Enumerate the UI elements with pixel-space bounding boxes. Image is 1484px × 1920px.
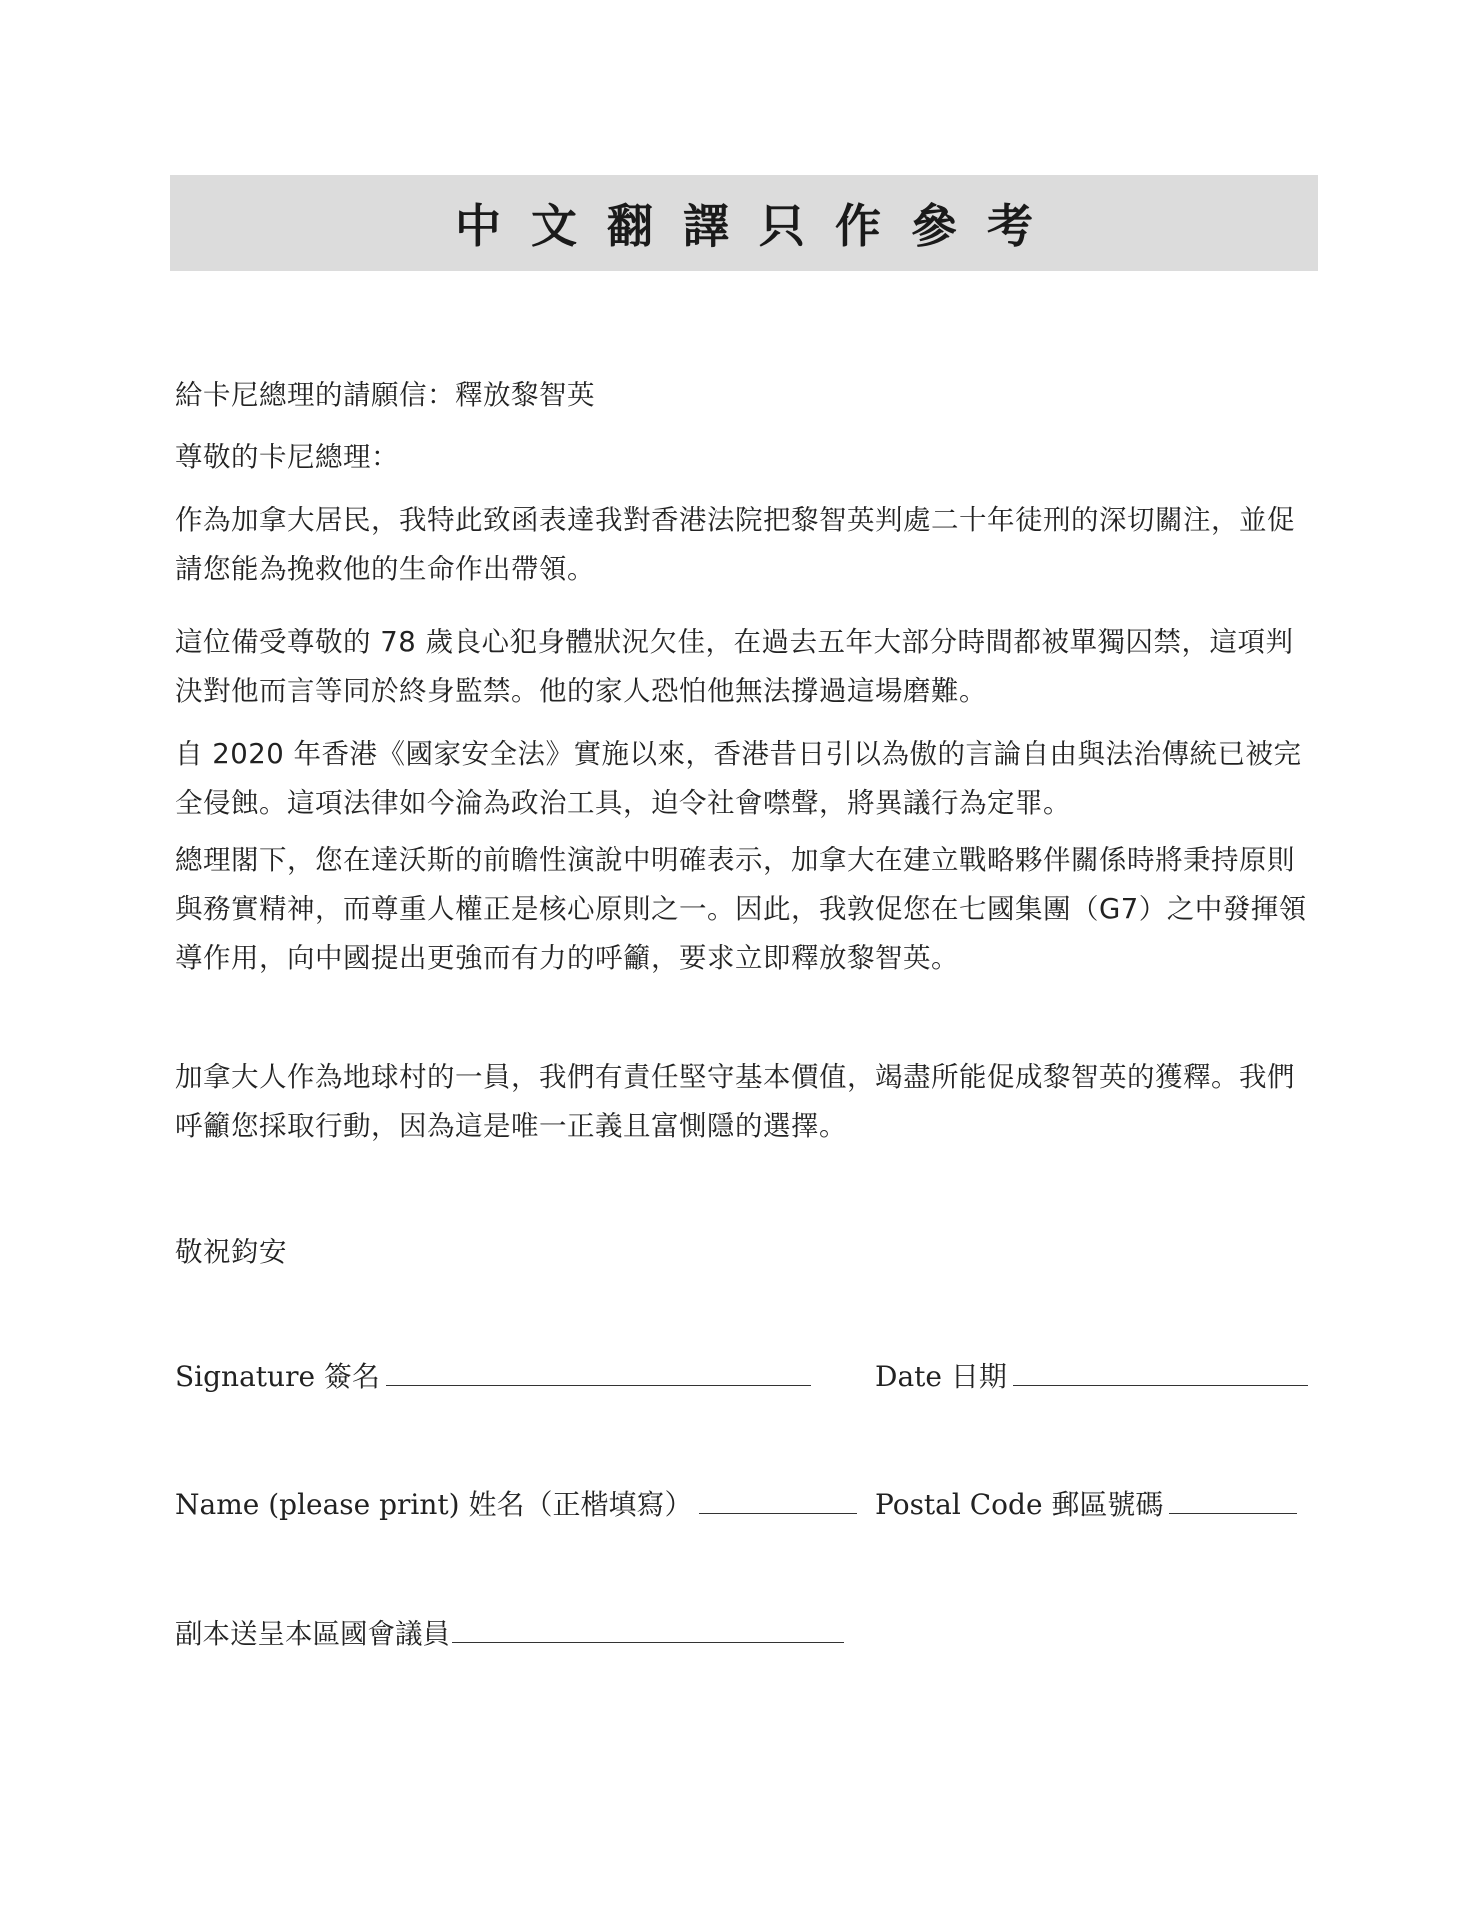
signature-line[interactable] [386,1385,811,1386]
cc-mp-label: 副本送呈本區國會議員 [175,1618,450,1650]
letter-subject: 給卡尼總理的請願信：釋放黎智英 [175,379,595,411]
cc-mp-field[interactable] [175,1611,844,1651]
date-field[interactable] [875,1355,1308,1395]
letter-paragraph: 總理閣下，您在達沃斯的前瞻性演說中明確表示，加拿大在建立戰略夥伴關係時將秉持原則與務實精神，而尊重人權正是核心原則之一。因此，我敦促您在七國集團（G7）之中發揮領導作用，向中國提出更強而有力的呼籲，要求立即釋放黎智英。 [175,844,1307,974]
postal-code-label: Postal Code 郵區號碼 [875,1488,1164,1521]
banner-title: 中文翻譯只作參考 [455,199,1063,253]
name-line[interactable] [699,1513,857,1514]
date-line[interactable] [1013,1385,1308,1386]
letter-paragraph: 自 2020 年香港《國家安全法》實施以來，香港昔日引以為傲的言論自由與法治傳統已被完全侵蝕。這項法律如今淪為政治工具，迫令社會噤聲，將異議行為定罪。 [175,738,1302,819]
letter-paragraph: 這位備受尊敬的 78 歲良心犯身體狀況欠佳，在過去五年大部分時間都被單獨囚禁，這項判決對他而言等同於終身監禁。他的家人恐怕他無法撐過這場磨難。 [175,626,1294,707]
name-label: Name (please print) 姓名（正楷填寫） [175,1488,693,1521]
letter-paragraph: 作為加拿大居民，我特此致函表達我對香港法院把黎智英判處二十年徒刑的深切關注，並促請您能為挽救他的生命作出帶領。 [175,504,1295,585]
date-label: Date 日期 [875,1360,1007,1393]
postal-code-line[interactable] [1169,1513,1297,1514]
letter-salutation: 尊敬的卡尼總理： [175,441,399,473]
postal-code-field[interactable] [875,1483,1297,1523]
letter-paragraph: 加拿大人作為地球村的一員，我們有責任堅守基本價值，竭盡所能促成黎智英的獲釋。我們呼籲您採取行動，因為這是唯一正義且富惻隱的選擇。 [175,1061,1295,1142]
signature-field[interactable] [175,1355,811,1395]
name-field[interactable] [175,1483,857,1523]
letter-closing: 敬祝鈞安 [175,1236,287,1268]
signature-label: Signature 簽名 [175,1360,380,1393]
cc-mp-line[interactable] [452,1642,844,1643]
translation-notice-banner [170,175,1318,271]
